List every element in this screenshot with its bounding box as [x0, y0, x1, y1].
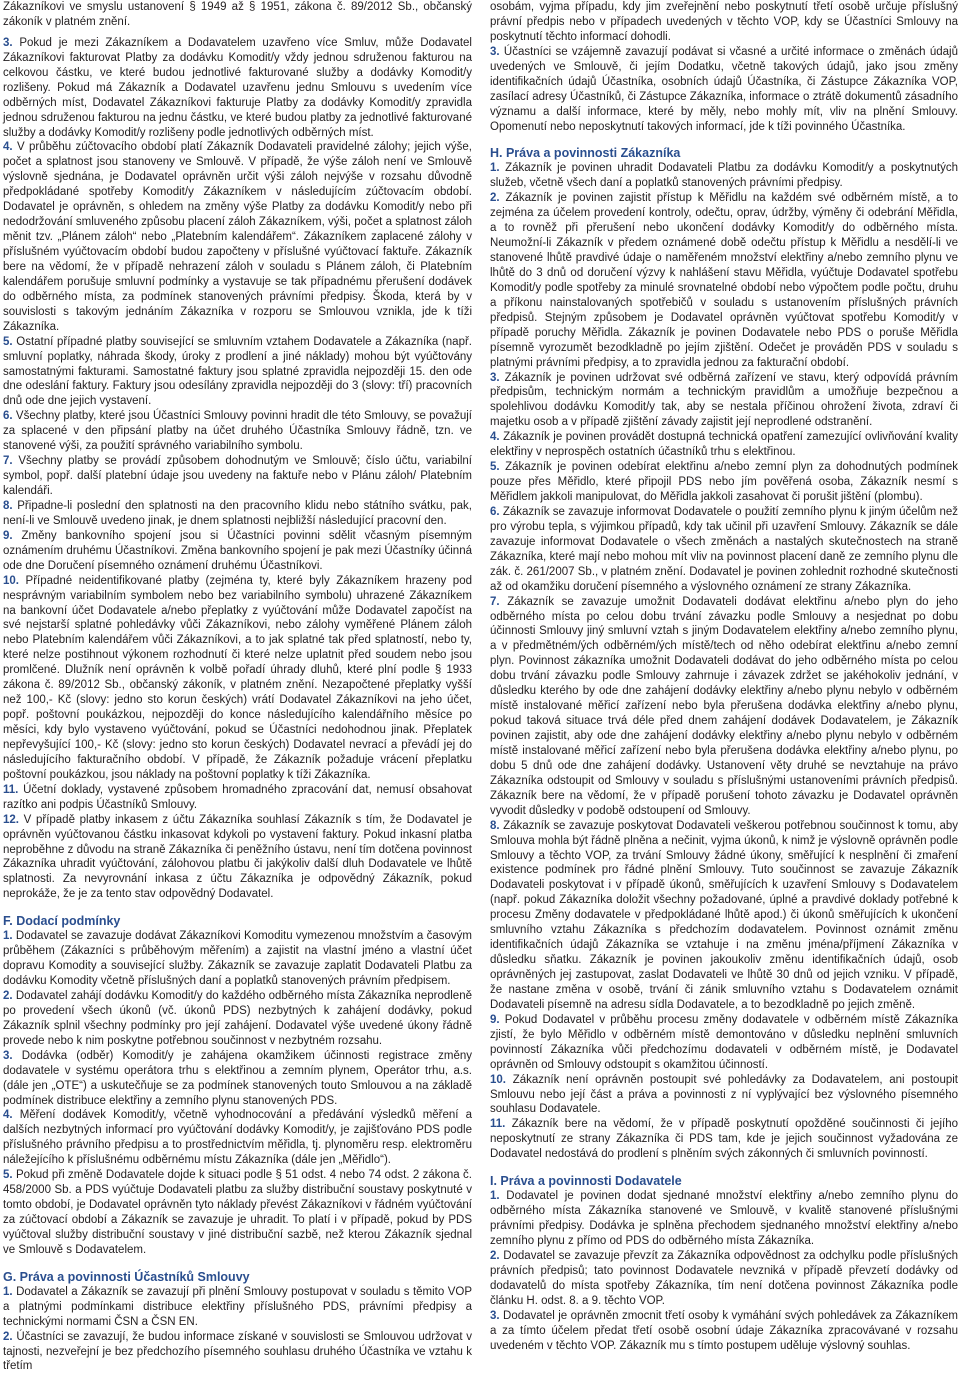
clause-number: 6.	[490, 505, 500, 518]
continued-text: osobám, vyjma případu, kdy jim zveřejnění nebo poskytnutí třetí osobě určuje příslušný právní předpis nebo v případech uvedených v těchto VOP, kdy se Účastníci Smlouvy na poskytnutí těchto informací dohodli.	[490, 1, 958, 43]
clause-text: Dodávka (odběr) Komodit/y je zahájena okamžikem účinnosti registrace změny dodavatele v systému operátora trhu s elektřinou a zemním plynem, Operátor trhu, a.s. (dále jen „OTE“) a uskutečňuje se za podmínek stanovených touto Smlouvou a na základě podmínek distribuce elektřiny a zemního plynu stanovených PDS.	[3, 1049, 473, 1107]
clause-text: Zákazník je povinen zajistit přístup k Měřidlu na každém své odběrném místě, a to zejména za účelem provedení kontroly, odečtu, oprav, údržby, výměny či odebrání Měřidla, a to rovněž při přerušení nebo ukončení dodávky Komodit/y do odběrného místa. Neumožní-li Zákazník v předem oznámené době odečtu přístup k Měřidlu a nesdělí-li ve stanovené lhůtě pravdivé údaje o naměřeném množství elektřiny a/nebo zemního plynu ve lhůtě do 3 dnů od doručení výzvy k nahlášení stavu Měřidla, vyúčtuje Dodavatel spotřebu Komodit/y podle spotřeby za minulé srovnatelné období nebo výpočtem podle počtu, druhu a příkonu nainstalovaných spotřebičů v souladu s ustanovením příslušných právních předpisů. Stejným způsobem je Dodavatel oprávněn vyúčtovat spotřebu Komodit/y v případě poruchy Měřidla. Zákazník je povinen Dodavatele nebo PDS o poruše Měřidla písemně vyrozumět bezodkladně po jejím zjištění. Odečet je prováděn PDS v souladu s platnými právními předpisy, a to zpravidla jednou za fakturační období.	[490, 192, 958, 369]
clause-g1	[3, 1285, 472, 1330]
clause-number: 2.	[490, 192, 500, 205]
clause-number: 1.	[490, 1190, 500, 1203]
clause-number: 9.	[3, 529, 13, 542]
clause-number: 1.	[3, 1285, 13, 1298]
clause-number: 3.	[490, 1309, 500, 1322]
clause-text: Zákazník je povinen uhradit Dodavateli Platbu za dodávku Komodit/y a poskytnutých služeb, včetně všech daní a poplatků stanovených právními předpisy.	[490, 162, 958, 190]
clause-number: 5.	[3, 1169, 13, 1182]
clause-number: 4.	[3, 1109, 13, 1122]
clause-f2	[3, 989, 472, 1049]
clause-f4	[3, 1108, 472, 1168]
clause-number: 8.	[490, 819, 500, 832]
clause-h8	[490, 819, 958, 1013]
clause-e4	[3, 140, 472, 334]
clause-i1	[490, 1189, 958, 1249]
clause-h4	[490, 430, 958, 460]
clause-number: 3.	[3, 36, 13, 49]
clause-text: Zákazník se zavazuje informovat Dodavatele o použití zemního plynu k jiným účelům než pro výrobu tepla, s výjimkou případů, kdy tak učinil při uzavření Smlouvy. Zákazník se dále zavazuje informovat Dodavatele o všech změnách a nastalých skutečnostech na straně Zákazníka, které mají nebo mohou mít vliv na povinnost placení daně ze zemního plynu dle zák. č. 261/2007 Sb., v platném znění. Dodavatel je povinen zohlednit rozhodné skutečnosti až od okamžiku doručení písemného a výslovného oznámení ze strany Zákazníka.	[490, 505, 958, 593]
left-column	[3, 0, 472, 1374]
clause-e10	[3, 574, 472, 783]
clause-f1	[3, 929, 472, 989]
clause-text: Dodavatel je povinen dodat sjednané množství elektřiny a/nebo zemního plynu do odběrného místa Zákazníka stanovené ve Smlouvě, v kvalitě stanovené příslušnými právními předpisy. Dodávka je splněna přechodem sjednaného množství elektřiny a/nebo zemního plynu z přímo od PDS do odběrného místa Zákazníka.	[490, 1190, 958, 1247]
clause-number: 3.	[490, 371, 500, 384]
clause-e11	[3, 783, 472, 813]
clause-text: Dodavatel zahájí dodávku Komodit/y do každého odběrného místa Zákazníka neprodleně po provedení všech úkonů (vč. úkonů PDS) nezbytných k zahájení dodávky, pokud Zákazník splnil všechny podmínky pro její zahájení. Dodavatel výše uvedené úkony řádně provede nebo k nim poskytne potřebnou součinnost v nezbytném rozsahu.	[3, 989, 472, 1047]
clause-text: Všechny platby se provádí způsobem dohodnutým ve Smlouvě; číslo účtu, variabilní symbol, popř. další platební údaje jsou uvedeny na faktuře nebo v Plánu záloh/ Platebním kalendáři.	[3, 455, 472, 497]
clause-e7	[3, 454, 472, 499]
clause-number: 12.	[3, 813, 19, 826]
clause-f5	[3, 1168, 472, 1258]
clause-text: Měření dodávek Komodit/y, včetně vyhodnocování a předávání výsledků měření a dalších nezbytných informací pro vyúčtování dodávky Komodit/y, je zajišťováno PDS podle příslušného právního předpisu a to prostřednictvím měřidla, tj. plynoměru resp. elektroměru náležejícího k příslušnému odběrnému místu Zákazníka (dále jen „Měřidlo“).	[3, 1109, 472, 1167]
clause-number: 11.	[490, 1118, 506, 1131]
clause-number: 10.	[490, 1073, 506, 1086]
clause-i3	[490, 1309, 958, 1354]
clause-g2	[3, 1330, 472, 1375]
clause-text: Dodavatel se zavazuje převzít za Zákazníka odpovědnost za odchylku podle příslušných právních předpisů; tato povinnost Dodavatele nevzniká v případě převzetí dodávky od dodavatelů do místa spotřeby Zákazníka, tím není dotčena povinnost Zákazníka podle článku H. odst. 8. a 9. těchto VOP.	[490, 1249, 958, 1307]
clause-text: Pokud Dodavatel v průběhu procesu změny dodavatele v odběrném místě Zákazníka zjistí, že bylo Měřidlo v odběrném místě demontováno v důsledku neplnění smluvních povinností Zákazníka vůči předchozímu dodavateli v odběrném místě, je Dodavatel oprávněn od Smlouvy odstoupit s okamžitou účinností.	[490, 1013, 958, 1071]
clause-number: 10.	[3, 574, 19, 587]
clause-e9	[3, 529, 472, 574]
intro-text: Zákazníkovi ve smyslu ustanovení § 1949 až § 1951, zákona č. 89/2012 Sb., občanský zákoník v platném znění.	[3, 1, 472, 28]
clause-text: Dodavatel a Zákazník se zavazují při plnění Smlouvy postupovat v souladu s těmito VOP a platnými podmínkami distribuce elektřiny příslušného PDS, právními předpisy a technickými normami ČSN a ČSN EN.	[3, 1285, 472, 1328]
clause-text: Dodavatel se zavazuje dodávat Zákazníkovi Komoditu vymezenou množstvím a časovým průběhem (Zákazníci s průběhovým měřením) a zajistit na vlastní jméno a vlastní účet dopravu Komodity a související služby. Zákazník se zavazuje zaplatit Dodavateli Platbu za dodávku Komodity včetně příslušných daní a poplatků stanovených právním předpisem.	[3, 930, 472, 987]
clause-h9	[490, 1013, 958, 1073]
clause-text: Zákazník není oprávněn postoupit své pohledávky za Dodavatelem, ani postoupit Smlouvu nebo její část a práva a povinnosti z ní vyplývající bez výslovného písemného souhlasu Dodavatele.	[490, 1073, 958, 1116]
clause-number: 2.	[3, 989, 13, 1002]
clause-text: Účastníci se vzájemně zavazují podávat si včasné a určité informace o změnách údajů uvedených ve Smlouvě, či jejím Dodatku, včetně takových údajů, jako jsou změny identifikačních údajů Účastníka, osobních údajů Účastníka, či Zástupce Zákazníka VOP, zasílací adresy Účastníků, či Zástupce Zákazníka, informace o ztrátě dokumentů zásadního významu a další informace, které by měly, nebo mohly mít, vliv na plnění Smlouvy. Opomenutí nebo neposkytnutí takových informací, jde k tíži povinného Účastníka.	[490, 45, 958, 133]
clause-number: 4.	[490, 431, 500, 444]
clause-number: 2.	[3, 1330, 13, 1343]
clause-e5	[3, 335, 472, 410]
right-column	[490, 0, 958, 1353]
clause-number: 4.	[3, 141, 13, 154]
clause-h6	[490, 505, 958, 595]
clause-number: 9.	[490, 1013, 500, 1026]
clause-text: Zákazník bere na vědomí, že v případě poskytnutí opožděné součinnosti či jejího neposkytnutí ze strany Zákazníka či PDS tam, kde je jejich součinnost vyžadována ze Dodavatel nedostává do prodlení s plněním svých zákonných či smluvních povinností.	[490, 1118, 958, 1161]
clause-number: 6.	[3, 410, 13, 423]
section-heading-f: F. Dodací podmínky	[3, 914, 121, 929]
clause-text: Připadne-li poslední den splatnosti na den pracovního klidu nebo státního svátku, pak, není-li ve Smlouvě uvedeno jinak, je dnem splatnosti nejbližší následující pracovní den.	[3, 499, 472, 527]
clause-number: 1.	[3, 930, 13, 943]
clause-number: 5.	[3, 335, 13, 348]
clause-number: 2.	[490, 1249, 500, 1262]
clause-number: 11.	[3, 783, 19, 796]
clause-e12	[3, 813, 472, 903]
clause-number: 7.	[3, 455, 13, 468]
clause-h1	[490, 161, 958, 191]
clause-text: Pokud je mezi Zákazníkem a Dodavatelem uzavřeno více Smluv, může Dodavatel Zákazníkovi fakturovat Platby za dodávku Komodit/y vždy jednou sdruženou fakturou na celkovou částku, ve které budou jednotlivé fakturované služby a dodávky Komodit/y rozlišeny. Pokud má Zákazník a Dodavatel uzavřenu jednu Smlouvu s uvedením více odběrných míst, Dodavatel Zákazníkovi fakturuje Platby za dodávky Komodit/y zpravidla jednou sdruženou fakturou na jednu částku, ve které budou platby za jednotlivé fakturované služby a dodávky Komodit/y rozlišeny podle jednotlivých odběrných míst.	[3, 36, 472, 139]
clause-text: Účastníci se zavazují, že budou informace získané v souvislosti se Smlouvou udržovat v tajnosti, nezveřejní je bez předchozího písemného souhlasu druhého Účastníka ve vztahu k třetím	[3, 1330, 472, 1373]
clause-f3	[3, 1049, 472, 1109]
clause-text: V případě platby inkasem z účtu Zákazníka souhlasí Zákazník s tím, že Dodavatel je oprávněn vyúčtovanou částku inkasovat kdykoli po vystavení faktury. Pokud inkasní platba neproběhne z důvodu na straně Zákazníka či peněžního ústavu, není tím dotčena povinnost Zákazníka uhradit vyúčtování, zálohovou platbu či jakýkoliv další dluh Dodavatele ve lhůtě splatnosti. Za nevyrovnání inkasa z účtu Zákazníka je odpovědný Zákazník, pokud neprokáže, že je za tento stav odpovědný Dodavatel.	[3, 813, 473, 901]
clause-number: 3.	[490, 45, 500, 58]
clause-h2	[490, 191, 958, 370]
clause-h3	[490, 371, 958, 431]
clause-text: Zákazník je povinen udržovat své odběrná zařízení ve stavu, který odpovídá právním předpisům, technickým normám a technickým pravidlům a umožňuje bezpečnou a spolehlivou dodávku Komodit/y tak, aby se nestala příčinou ohrožení života, zdraví či majetku osob a v případě zjištění závady zajistit její neprodlené odstranění.	[490, 371, 959, 429]
clause-text: Pokud při změně Dodavatele dojde k situaci podle § 51 odst. 4 nebo 74 odst. 2 zákona č. 458/2000 Sb. a PDS vyúčtuje Dodavateli platbu za služby distribuční soustavy poskytnuté v tomto období, je Dodavatel oprávněn tyto náklady převést Zákazníkovi v řádném vyúčtování za zúčtovací období a Zákazník se zavazuje je uhradit. To platí i v případě, pokud by PDS vyúčtoval služby distribuční soustavy v jiné distribuční sazbě, než kterou Zákazník sjednal ve Smlouvě s Dodavatelem.	[3, 1169, 472, 1256]
clause-text: Změny bankovního spojení jsou si Účastníci povinni sdělit včasným písemným oznámením druhému Účastníkovi. Změna bankovního spojení je pak mezi Účastníky účinná ode dne Doručení písemného oznámení druhému Účastníkovi.	[3, 529, 472, 572]
clause-number: 1.	[490, 162, 500, 175]
clause-number: 7.	[490, 595, 500, 608]
section-heading-i: I. Práva a povinnosti Dodavatele	[490, 1174, 682, 1189]
clause-text: Dodavatel je oprávněn zmocnit třetí osoby k vymáhání svých pohledávek za Zákazníkem a za tímto účelem předat třetí osobě osobní údaje Zákazníka zpracovávané v rozsahu uvedeném v těchto VOP. Zákazník mu s tímto postupem uděluje výslovný souhlas.	[490, 1309, 958, 1352]
clause-e6	[3, 409, 472, 454]
clause-h5	[490, 460, 958, 505]
clause-e8	[3, 499, 472, 529]
clause-text: Zákazník se zavazuje umožnit Dodavateli dodávat elektřinu a/nebo plyn do jeho odběrného místa po celou dobu trvání závazku podle Smlouvy a nesjednat po dobu účinnosti Smlouvy jiný smluvní vztah s jiným Dodavatelem elektřiny a/nebo zemního plynu, a v předmětném/ých odběrném/ých místě/tech od něho odebírat elektřinu a/nebo zemní plyn. Povinnost zákazníka umožnit Dodavateli dodávat do jeho odběrného místa po celou dobu trvání závazku podle Smlouvy zahrnuje i závazek zdržet se jakéhokoliv jednání, v důsledku kterého by ode dne zahájení dodávky elektřiny a/nebo plynu nebylo v odběrném místě instalované měřicí zařízení nebo byla přerušena dodávka elektřiny a/nebo plynu, pokud taková situace trvá déle před dnem zahájení dodávek Dodavatelem, je Zákazník povinen zajistit, aby ode dne zahájení dodávky elektřiny a/nebo plynu nebylo v odběrném místě instalované měřicí zařízení nebo byla přerušena dodávka elektřiny a/nebo plynu, po dobu 5 dnů ode dne zahájení dodávky. Ustanovení věty druhé se nevztahuje na právo Zákazníka odstoupit od Smlouvy v souladu s příslušnými ustanoveními právních předpisů. Zákazník bere na vědomí, že v případě porušení tohoto závazku je Dodavatel oprávněn vyvodit důsledky v podobě odstoupení od Smlouvy.	[490, 595, 958, 817]
clause-text: Ostatní případné platby související se smluvním vztahem Dodavatele a Zákazníka (např. smluvní poplatky, náhrada škody, úroky z prodlení a jiné náklady) mohou být vyúčtovány samostatnými fakturami. Samostatné faktury jsou splatné zpravidla nejpozději 15. den ode dne odeslání faktury. Faktury jsou odesílány zpravidla nejpozději do 3 (slovy: tří) pracovních dnů ode dne jejich vystavení.	[3, 335, 472, 408]
clause-i2	[490, 1249, 958, 1309]
clause-number: 8.	[3, 499, 13, 512]
clause-h7	[490, 595, 958, 819]
clause-h11	[490, 1117, 958, 1162]
clause-h10	[490, 1073, 958, 1118]
clause-number: 3.	[3, 1049, 13, 1062]
clause-text: Účetní doklady, vystavené způsobem hromadného zpracování dat, nemusí obsahovat razítko ani podpis Účastníků Smlouvy.	[3, 783, 473, 811]
clause-text: Zákazník se zavazuje poskytovat Dodavateli veškerou potřebnou součinnost k tomu, aby Smlouva mohla být řádně plněna a nečinit, vyjma úkonů, k nimž je výslovně oprávněn podle Smlouvy a těchto VOP, za trvání Smlouvy žádné úkony, směřující k nesplnění či zmaření existence podmínek pro řádné plnění Smlouvy. Tuto součinnost se zavazuje Zákazník Dodavateli poskytovat i v případě úkonů, směřujících k uzavření Smlouvy s Dodavatelem (např. pokud Zákazníka doložit všechny požadované, úplné a pravdivé doklady potřebné k procesu Změny dodavatele v předpokládané lhůtě apod.) či úkonů směřujících k ukončení smluvního vztahu Zákazníka s předchozím dodavatelem. Povinnost oznámit změnu identifikačních údajů Zákazníka se vztahuje i na změnu jména/příjmení Zákazníka v důsledku sňatku. Zákazník je povinen jakoukoliv změnu identifikačních údajů, osob oprávněných jej zastupovat, zaslat Dodavateli ve lhůtě 30 dnů od jejich vzniku. V případě, že nastane změna v osobě, trvání či zánik smluvního vztahu s Dodavatelem oznámit Dodavateli písemně na adresu sídla Dodavatele, a to bezodkladně po jejich změně.	[490, 819, 958, 1011]
clause-text: V průběhu zúčtovacího období platí Zákazník Dodavateli pravidelné zálohy; jejich výše, počet a splatnost jsou stanoveny ve Smlouvě. V případě, že výše záloh není ve Smlouvě výslovně sjednána, je Dodavatel oprávněn určit výši záloh nejvýše v rozsahu důvodně předpokládané spotřeby Komodit/y Zákazníkem v následujícím zúčtovacím období. Dodavatel je oprávněn, s ohledem na změny výše Platby za dodávku Komodit/y nebo při nedodržování smluveného způsobu placení záloh Zákazníkem, výši, počet a splatnost záloh měnit tzv. „Plánem záloh“ nebo „Platebním kalendářem“. Zákazníkem zaplacené zálohy v příslušném vyúčtovacím období budou započteny v příslušné vyúčtovací faktuře. Zákazník bere na vědomí, že v případě nehrazení záloh v souladu s Plánem záloh, či Platebním kalendářem porušuje smluvní podmínky a vystavuje se tak případnému přerušení dodávek do odběrného místa, za podmínek stanovených právními předpisy. Škoda, která by v souvislosti s takovým jednáním Zákazníka v rozporu se Smlouvou vznikla, jde k tíži Zákazníka.	[3, 141, 472, 333]
clause-e3	[3, 36, 472, 141]
section-heading-g: G. Práva a povinnosti Účastníků Smlouvy	[3, 1269, 250, 1284]
section-heading-h: H. Práva a povinnosti Zákazníka	[490, 146, 681, 161]
clause-text: Zákazník je povinen provádět dostupná technická opatření zamezující ovlivňování kvality elektřiny v neprospěch ostatních účastníků trhu s elektřinou.	[490, 431, 958, 459]
clause-text: Zákazník je povinen odebírat elektřinu a/nebo zemní plyn za dohodnutých podmínek pouze přes Měřidlo, které připojil PDS nebo jím pověřená osoba, Zákazník nesmí s Měřidlem jakkoli manipulovat, do Měřidla jakkoli zasahovat či porušit jištění (plombu).	[490, 461, 958, 503]
clause-number: 5.	[490, 461, 500, 474]
clause-text: Případné neidentifikované platby (zejména ty, které byly Zákazníkem hrazeny pod nesprávným variabilním symbolem nebo bez variabilního symbolu) uhrazené Zákazníkem na bankovní účet Dodavatele a/nebo přeplatky z vyúčtování může Dodavatel započíst na své nejstarší splatné pohledávky vůči Zákazníkovi, nebo zálohy vyměřené Plánem záloh nebo Platebním kalendářem vůči Zákazníkovi, a to jak splatné tak před splatností, nebo ty, které nelze postihnout výkonem rozhodnutí či které nelze uplatnit před soudem nebo jsou promlčené. Dlužník není oprávněn k volbě pořadí úhrady dluhů, které plní podle § 1933 zákona č. 89/2012 Sb., občanský zákoník, v platném znění. Nezapočtené přeplatky vyšší než 100,- Kč (slovy: jedno sto korun českých) vrátí Dodavatel Zákazníkovi na jeho účet, popř. poštovní poukázkou, nejpozději do konce následujícího kalendářního měsíce po měsíci, kdy bylo vystaveno vyúčtování, pokud se Účastníci nedohodnou jinak. Přeplatek nepřevyšující 100,- Kč (slovy: jedno sto korun českých) Dodavatel nevrací a převádí jej do následujícího fakturačního období. V případě, že Zákazník požaduje vrácení přeplatku poštovní poukázkou, jsou náklady na poštovní poplatky k tíži Zákazníka.	[3, 574, 472, 781]
clause-g3	[490, 45, 958, 135]
clause-text: Všechny platby, které jsou Účastníci Smlouvy povinni hradit dle této Smlouvy, se považují za splacené v den připsání platby na účet druhého Účastníka Smlouvy řádně, tzn. ve stanovené výši, za použití správného variabilního symbolu.	[3, 410, 472, 453]
